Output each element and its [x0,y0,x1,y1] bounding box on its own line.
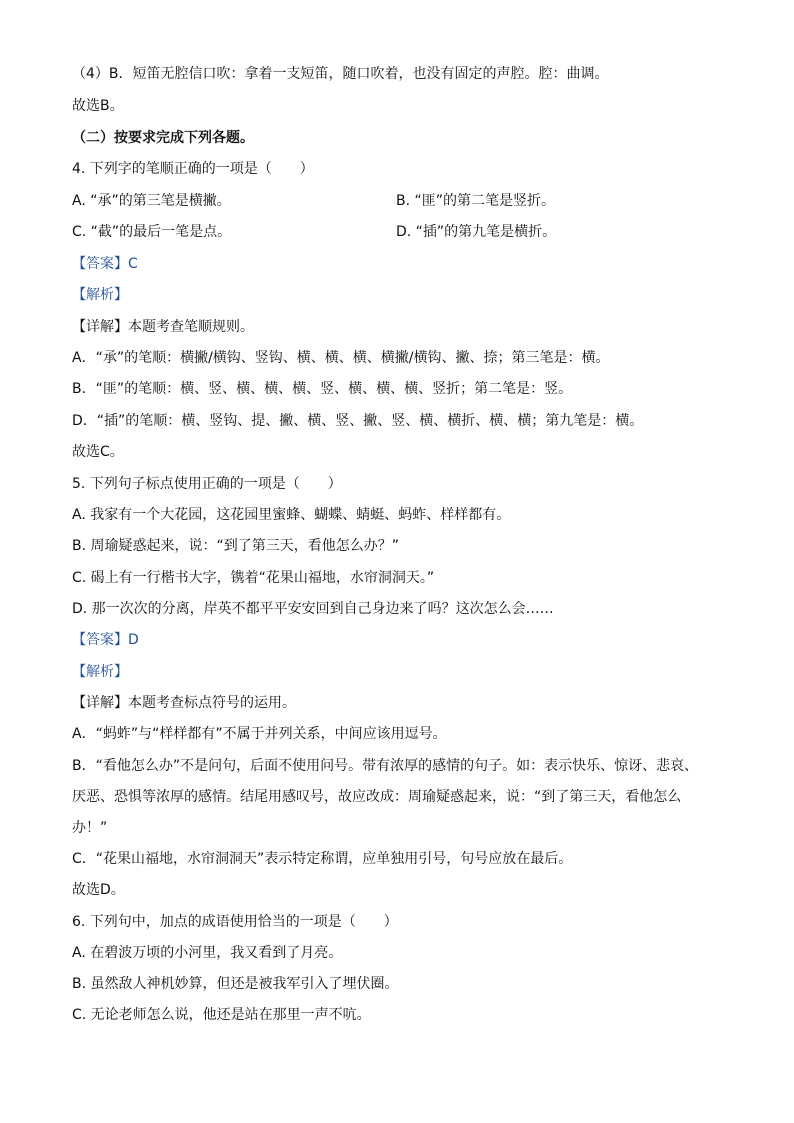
q4-answer: 【答案】C [72,256,138,272]
q4-explanation-d: D．“插”的笔顺：横、竖钩、提、撇、横、竖、撇、竖、横、横折、横、横；第九笔是：横。 [72,413,644,429]
q4-option-b: B. “匪”的第二笔是竖折。 [396,193,556,209]
q4-explanation-b: B．“匪”的笔顺：横、竖、横、横、横、竖、横、横、横、竖折；第二笔是：竖。 [72,381,573,397]
q5-explanation-b-line3: 办！” [72,820,108,836]
q4-option-c: C. “截”的最后一笔是点。 [72,224,232,240]
q5-answer: 【答案】D [72,632,139,648]
q4-analysis-label: 【解析】 [72,287,128,303]
q4-stem: 4. 下列字的笔顺正确的一项是（ ） [72,161,314,177]
q3-option4-explanation: （4）B．短笛无腔信口吹：拿着一支短笛，随口吹着，也没有固定的声腔。腔：曲调。 [72,66,609,82]
section-title: （二）按要求完成下列各题。 [72,130,254,146]
q4-explanation-a: A．“承”的笔顺：横撇/横钩、竖钩、横、横、横、横撇/横钩、撇、捺；第三笔是：横。 [72,350,610,366]
q4-choice: 故选C。 [72,444,124,460]
q5-detail: 【详解】本题考查标点符号的运用。 [72,695,296,711]
q5-explanation-b-line1: B．“看他怎么办”不是问句，后面不使用问号。带有浓厚的感情的句子。如：表示快乐、惊讶、悲哀、 [72,758,699,774]
q5-explanation-c: C．“花果山福地，水帘洞洞天”表示特定称谓，应单独用引号，句号应放在最后。 [72,851,573,867]
q5-option-d: D. 那一次次的分离，岸英不都平平安安回到自己身边来了吗？这次怎么会…… [72,601,554,617]
q4-option-a: A. “承”的第三笔是横撇。 [72,193,231,209]
q5-explanation-a: A．“蚂蚱”与“样样都有”不属于并列关系，中间应该用逗号。 [72,726,447,742]
q6-stem: 6. 下列句中，加点的成语使用恰当的一项是（ ） [72,914,398,930]
q5-option-c: C. 碣上有一行楷书大字，镌着“花果山福地，水帘洞洞天。” [72,570,435,586]
q5-analysis-label: 【解析】 [72,664,128,680]
q3-choice: 故选B。 [72,98,124,114]
q6-option-b: B. 虽然敌人神机妙算，但还是被我军引入了埋伏圈。 [72,976,399,992]
q5-option-a: A. 我家有一个大花园，这花园里蜜蜂、蝴蝶、蜻蜓、蚂蚱、样样都有。 [72,507,511,523]
q6-option-a: A. 在碧波万顷的小河里，我又看到了月亮。 [72,945,343,961]
q4-option-d: D. “插”的第九笔是横折。 [396,224,557,240]
q6-option-c: C. 无论老师怎么说，他还是站在那里一声不吭。 [72,1007,371,1023]
q5-option-b: B. 周瑜疑惑起来，说：“到了第三天，看他怎么办？” [72,538,400,554]
q4-detail: 【详解】本题考查笔顺规则。 [72,319,254,335]
q5-explanation-b-line2: 厌恶、恐惧等浓厚的感情。结尾用感叹号，故应改成：周瑜疑惑起来，说：“到了第三天，看他怎么 [72,789,682,805]
q5-stem: 5. 下列句子标点使用正确的一项是（ ） [72,476,342,492]
q5-choice: 故选D。 [72,882,125,898]
